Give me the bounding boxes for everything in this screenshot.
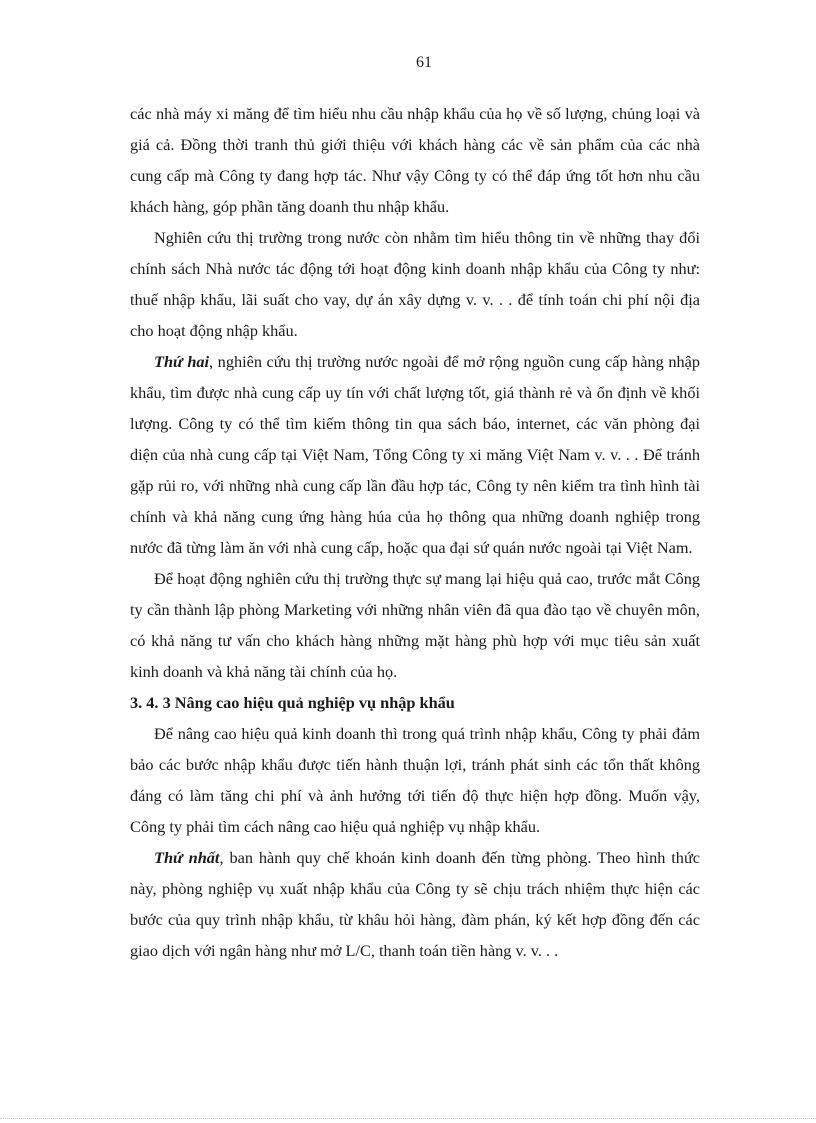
paragraph: [130, 346, 700, 563]
paragraph-text: Để hoạt động nghiên cứu thị trường thực sự mang lại hiệu quả cao, trước mắt Công ty cần thành lập phòng Marketing với những nhân viên đã qua đào tạo về chuyên môn, có khả năng tư vấn cho khách hàng những mặt hàng phù hợp với mục tiêu sản xuất kinh doanh và khả năng tài chính của họ.: [130, 569, 700, 681]
page-number: 61: [416, 54, 432, 71]
paragraph: [130, 222, 700, 346]
paragraph: [130, 563, 700, 687]
section-heading: 3. 4. 3 Nâng cao hiệu quả nghiệp vụ nhập khẩu: [130, 693, 455, 712]
paragraph-text: các nhà máy xi măng để tìm hiểu nhu cầu nhập khẩu của họ về số lượng, chủng loại và giá cả. Đồng thời tranh thủ giới thiệu với khách hàng các về sản phẩm của các nhà cung cấp mà Công ty đang hợp tác. Như vậy Công ty có thể đáp ứng tốt hơn nhu cầu khách hàng, góp phần tăng doanh thu nhập khẩu.: [130, 104, 700, 216]
page-bottom-divider: [0, 1118, 816, 1119]
page-body: [130, 98, 700, 966]
paragraph: [130, 842, 700, 966]
paragraph: [130, 98, 700, 222]
paragraph-text: , ban hành quy chế khoán kinh doanh đến từng phòng. Theo hình thức này, phòng nghiệp vụ xuất nhập khẩu của Công ty sẽ chịu trách nhiệm thực hiện các bước của quy trình nhập khẩu, từ khâu hỏi hàng, đàm phán, ký kết hợp đồng đến các giao dịch với ngân hàng như mở L/C, thanh toán tiền hàng v. v. . .: [130, 848, 700, 960]
paragraph: [130, 718, 700, 842]
paragraph-lead: Thứ hai: [154, 352, 210, 371]
paragraph-text: Để nâng cao hiệu quả kinh doanh thì trong quá trình nhập khẩu, Công ty phải đảm bảo các bước nhập khẩu được tiến hành thuận lợi, tránh phát sinh các tổn thất không đáng có làm tăng chi phí và ảnh hưởng tới tiến độ thực hiện hợp đồng. Muốn vậy, Công ty phải tìm cách nâng cao hiệu quả nghiệp vụ nhập khẩu.: [130, 724, 700, 836]
paragraph-text: , nghiên cứu thị trường nước ngoài để mở rộng nguồn cung cấp hàng nhập khẩu, tìm được nhà cung cấp uy tín với chất lượng tốt, giá thành rẻ và ổn định về khối lượng. Công ty có thể tìm kiếm thông tin qua sách báo, internet, các văn phòng đại diện của nhà cung cấp tại Việt Nam, Tổng Công ty xi măng Việt Nam v. v. . . Để tránh gặp rủi ro, với những nhà cung cấp lần đầu hợp tác, Công ty nên kiểm tra tình hình tài chính và khả năng cung ứng hàng húa của họ thông qua những doanh nghiệp trong nước đã từng làm ăn với nhà cung cấp, hoặc qua đại sứ quán nước ngoài tại Việt Nam.: [130, 352, 701, 557]
paragraph-lead: Thứ nhất: [154, 848, 220, 867]
paragraph-text: Nghiên cứu thị trường trong nước còn nhằm tìm hiểu thông tin về những thay đổi chính sách Nhà nước tác động tới hoạt động kinh doanh nhập khẩu của Công ty như: thuế nhập khẩu, lãi suất cho vay, dự án xây dựng v. v. . . để tính toán chi phí nội địa cho hoạt động nhập khẩu.: [130, 228, 700, 340]
